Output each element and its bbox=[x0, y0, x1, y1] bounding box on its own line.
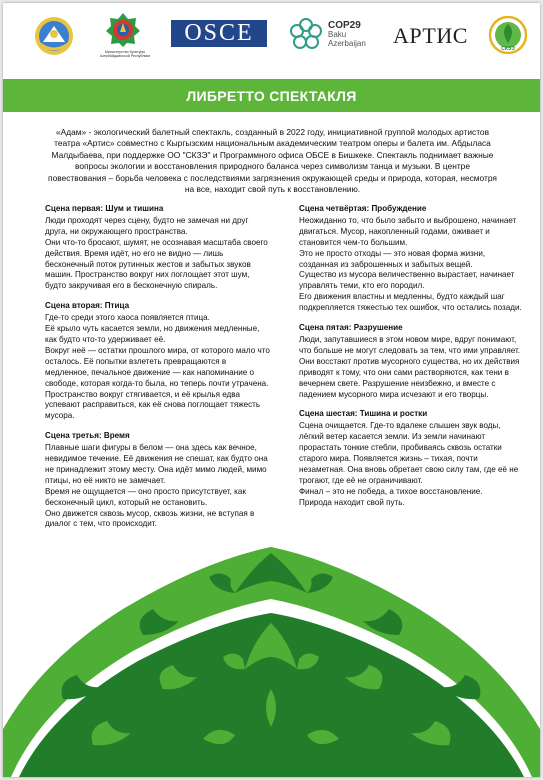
scene-paragraph: Оно движется сквозь мусор, сквозь жизни, не вступая в диалог с тем, что происходит. bbox=[45, 508, 255, 529]
osce-logo-text: OSCE bbox=[184, 20, 254, 46]
scene-paragraph: Её крыло чуть касается земли, но движения медленные, как будто что-то удерживает её. bbox=[45, 324, 260, 344]
scene-title: Сцена третья: Время bbox=[45, 431, 130, 441]
scene-paragraph: Природа находит свой путь. bbox=[299, 497, 405, 507]
scene-paragraph: Плавные шаги фигуры в белом — она здесь как вечное, невидимое течение. Её движения не спешат, как будто она не принадлежит этому месту. Она идёт мимо людей, мимо птицы, но её никто не замечает. bbox=[45, 443, 268, 485]
libretto-page bbox=[3, 3, 540, 777]
cop29-sub-1: Baku bbox=[328, 30, 347, 39]
scene-paragraph: Где-то среди этого хаоса появляется птица. bbox=[45, 313, 210, 323]
scene-paragraph: Неожиданно то, что было забыто и выброшено, начинает двигаться. Мусор, накопленный годами, оживает и становится чем-то большим. bbox=[299, 215, 517, 247]
cop29-sub-2: Azerbaijan bbox=[328, 39, 366, 48]
scene-2 bbox=[45, 301, 272, 422]
scene-paragraph: Сцена очищается. Где-то вдалеке слышен звук воды, лёгкий ветер касается земли. Из земли начинают прорастать тонкие стебли, пробиваясь сквозь остатки старого мира. Появляется жизнь – тихая, почти незаметная. Она вновь обретает свою силу там, где её не трогают, где её не ограничивают. bbox=[299, 421, 519, 485]
title-banner bbox=[3, 79, 540, 112]
scene-title: Сцена пятая: Разрушение bbox=[299, 323, 403, 333]
scene-4 bbox=[299, 204, 526, 314]
scene-title: Сцена четвёртая: Пробуждение bbox=[299, 204, 427, 213]
scene-title: Сцена первая: Шум и тишина bbox=[45, 204, 164, 213]
scenes-right-column bbox=[299, 204, 526, 518]
intro-paragraph: «Адам» - экологический балетный спектакль, созданный в 2022 году, инициативной группой молодых артистов театра «Артис» совместно с Кыргызским национальным академическим театром оперы и балета им. Абдыласа Малдыбаева, при поддержке ОО "СКЗЭ" и Программного офиса ОБСЕ в Бишкеке. Спектакль поднимает важные вопросы экологии и восстановления природного баланса через символизм танца и музыки. В центре повествования – борьба человека с последствиями загрязнения окружающей среды и природа, которая, несмотря на все, находит свой путь к восстановлению. bbox=[48, 127, 497, 195]
cop29-title: COP29 bbox=[328, 20, 361, 31]
kyrgyz-emblem-logo bbox=[34, 14, 74, 58]
scene-title: Сцена вторая: Птица bbox=[45, 301, 130, 311]
green-ornament-illustration bbox=[3, 539, 540, 777]
scene-paragraph: Они что-то бросают, шумят, не осознавая масштаба своего действия. Время идёт, но его не видно — лишь бесконечный поток рутинных жестов и забытых звуков машин. Пространство вокруг них поглощает этот шум, будто закручивая его в бесконечную спираль. bbox=[45, 237, 268, 291]
scene-paragraph: Существо из мусора величественно вырастает, начинает управлять теми, кто его породил. bbox=[299, 270, 515, 291]
logo-row bbox=[3, 3, 540, 75]
scenes-left-column bbox=[45, 204, 272, 539]
scene-title: Сцена шестая: Тишина и ростки bbox=[299, 409, 428, 419]
scene-paragraph: Вокруг неё — остатки прошлого мира, от которого мало что осталось. Её попытки взлететь превращаются в медленное, печальное движение — как напоминание о свободе, которая когда-то была, но теперь почти утрачена. Пространство вокруг стягивается, и её крылья едва успевают расправиться, как её снова поглощает тяжесть мусора. bbox=[45, 345, 270, 421]
ministry-caption-line-1: Министерство Культуры bbox=[104, 50, 146, 54]
osce-logo bbox=[171, 20, 267, 47]
scene-paragraph: Его движения властны и медленны, будто каждый шаг подкрепляется тяжестью тех ошибок, что остались позади. bbox=[299, 292, 522, 313]
scene-3 bbox=[45, 431, 272, 530]
azerbaijan-emblem-logo bbox=[105, 12, 141, 48]
scene-paragraph: Время не ощущается — оно просто присутствует, как бесконечный цикл, который не остановить. bbox=[45, 486, 246, 507]
scene-paragraph: Это не просто отходы — это новая форма жизни, созданная из заброшенных и забытых вещей. bbox=[299, 248, 486, 269]
scene-paragraph: Финал – это не победа, а тихое восстановление. bbox=[299, 486, 483, 496]
cop29-flower-icon bbox=[289, 17, 323, 51]
scene-1 bbox=[45, 204, 272, 292]
scene-paragraph: Люди проходят через сцену, будто не замечая ни друг друга, ни окружающего пространства. bbox=[45, 215, 249, 236]
page-title: ЛИБРЕТТО СПЕКТАКЛЯ bbox=[186, 87, 357, 104]
scene-paragraph: Люди, запутавшиеся в этом новом мире, вдруг понимают, что больше не могут следовать за тем, что ими управляет. Они восстают против мусорного существа, но их действия приводят к тому, что они сами растворяются, как тени в вечернем свете. Разрушение неизбежно, и вместе с падением мусорного мира исчезают и его творцы. bbox=[299, 334, 521, 399]
skze-logo bbox=[489, 16, 527, 54]
ministry-caption bbox=[97, 50, 153, 59]
artis-logo: АРТИС bbox=[393, 23, 468, 48]
cop29-logo-text bbox=[328, 21, 366, 48]
skze-logo-text: СКЗЭ bbox=[501, 46, 515, 52]
ministry-caption-line-2: Азербайджанской Республики bbox=[99, 54, 151, 59]
scene-6 bbox=[299, 409, 526, 508]
scene-5 bbox=[299, 323, 526, 400]
